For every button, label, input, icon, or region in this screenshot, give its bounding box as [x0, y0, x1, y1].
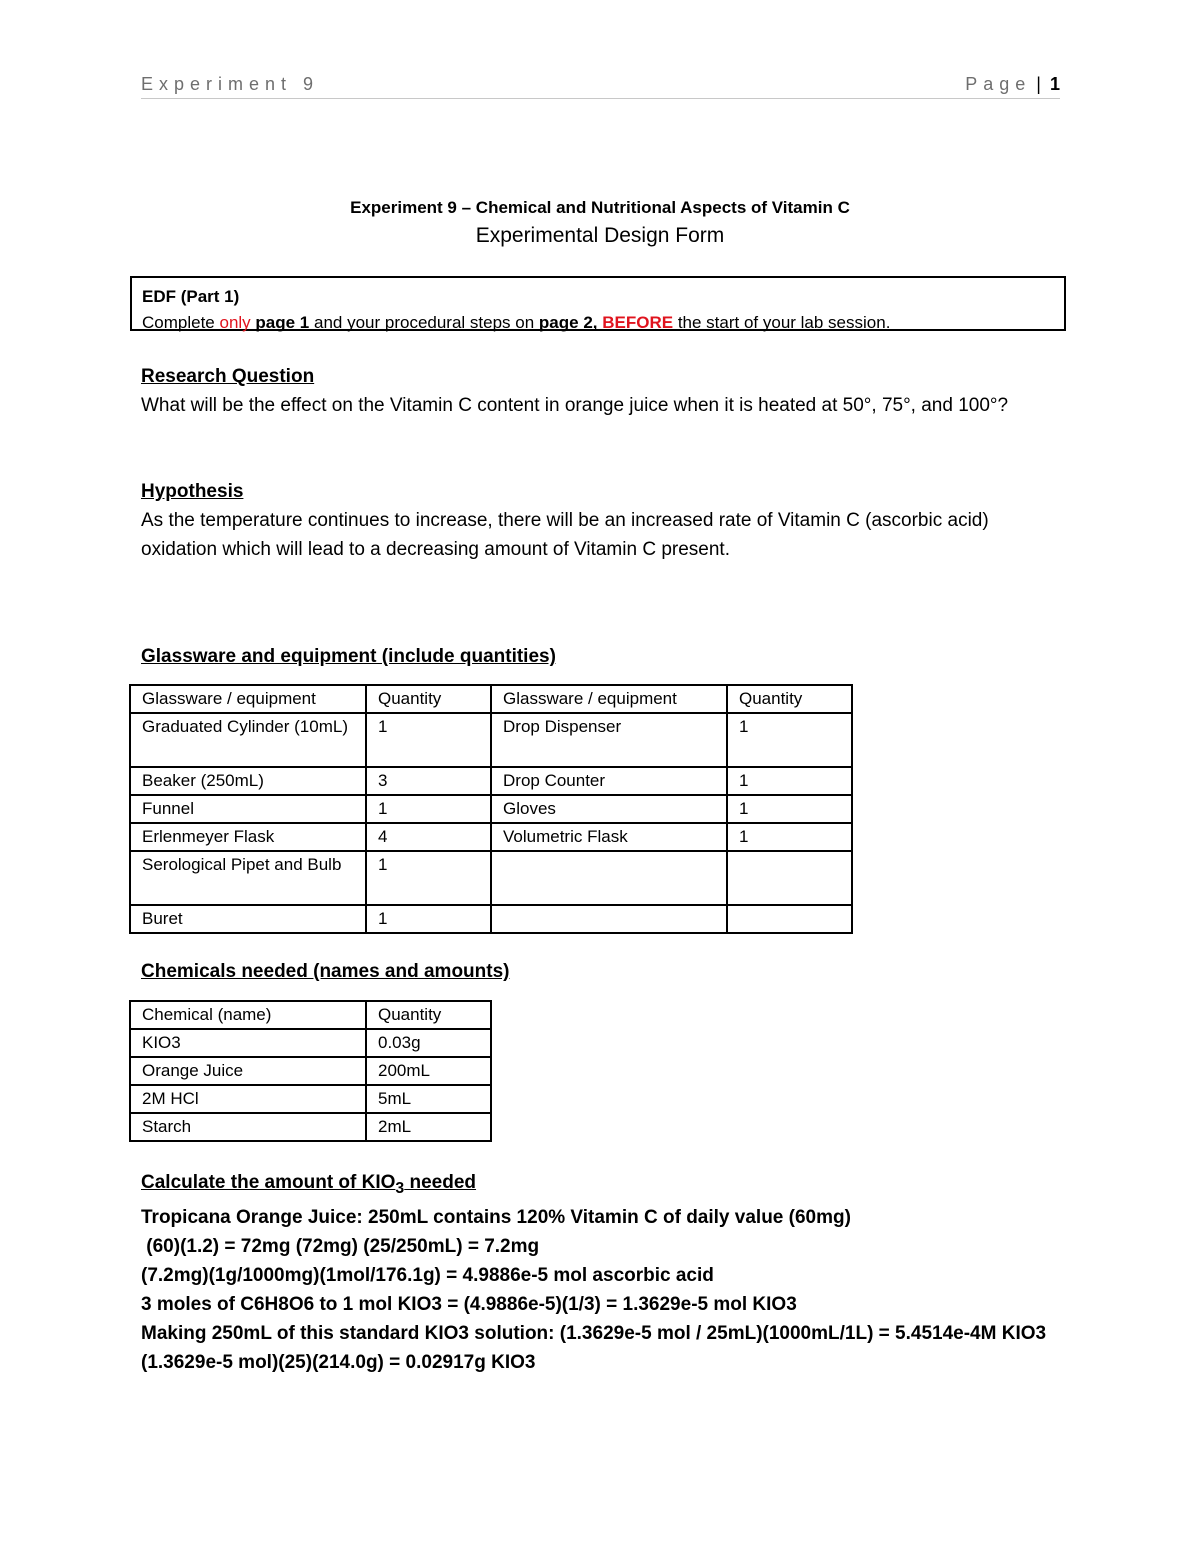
table-cell: 3 [366, 767, 491, 795]
edf-text: Complete [142, 313, 220, 332]
table-cell: 1 [727, 823, 852, 851]
edf-text: the start of your lab session. [673, 313, 891, 332]
research-question-section [141, 362, 1061, 420]
chemicals-heading: Chemicals needed (names and amounts) [141, 961, 510, 982]
table-cell [491, 905, 727, 933]
calculation-heading-text: Calculate the amount of KIO [141, 1172, 396, 1193]
table-cell: 200mL [366, 1057, 491, 1085]
document-subtitle: Experimental Design Form [475, 224, 725, 247]
table-cell: Beaker (250mL) [130, 767, 366, 795]
header-separator: | [1036, 74, 1041, 94]
calculation-heading-text-end: needed [404, 1172, 477, 1193]
table-cell: 2mL [366, 1113, 491, 1141]
table-row [130, 1057, 491, 1085]
table-cell: 2M HCl [130, 1085, 366, 1113]
table-header-row [130, 685, 852, 713]
table-cell: Drop Counter [491, 767, 727, 795]
table-row [130, 1085, 491, 1113]
hypothesis-section [141, 477, 1061, 564]
table-cell: KIO3 [130, 1029, 366, 1057]
table-row [130, 713, 852, 767]
calculation-section [141, 1168, 1071, 1377]
table-cell: Serological Pipet and Bulb [130, 851, 366, 905]
calculation-heading-subscript: 3 [395, 1179, 405, 1197]
edf-instruction-box [130, 276, 1066, 331]
glassware-heading: Glassware and equipment (include quantities) [141, 646, 556, 667]
calculation-line: 3 moles of C6H8O6 to 1 mol KIO3 = (4.9886e-5)(1/3) = 1.3629e-5 mol KIO3 [141, 1293, 797, 1315]
table-header-cell: Quantity [366, 685, 491, 713]
table-row [130, 851, 852, 905]
table-cell: 1 [727, 713, 852, 767]
header-page-num: 1 [1049, 74, 1060, 94]
table-cell: 1 [366, 851, 491, 905]
calculation-line: (7.2mg)(1g/1000mg)(1mol/176.1g) = 4.9886e-5 mol ascorbic acid [141, 1264, 714, 1286]
edf-instruction [142, 310, 1054, 336]
table-header-cell: Quantity [366, 1001, 491, 1029]
table-header-cell: Chemical (name) [130, 1001, 366, 1029]
hypothesis-text: As the temperature continues to increase, there will be an increased rate of Vitamin C (ascorbic acid) oxidation which will lead to a decreasing amount of Vitamin C present. [141, 510, 989, 560]
research-question-heading: Research Question [141, 366, 315, 387]
table-cell: Buret [130, 905, 366, 933]
calculation-line: (1.3629e-5 mol)(25)(214.0g) = 0.02917g KIO3 [141, 1351, 536, 1373]
table-cell: Erlenmeyer Flask [130, 823, 366, 851]
chemicals-table [129, 1000, 492, 1142]
document-title: Experiment 9 – Chemical and Nutritional Aspects of Vitamin C [350, 198, 850, 217]
header-page-label: Page [965, 74, 1032, 94]
glassware-table [129, 684, 853, 934]
table-cell [727, 905, 852, 933]
table-header-row [130, 1001, 491, 1029]
table-row [130, 767, 852, 795]
table-cell: 1 [727, 767, 852, 795]
edf-page2: page 2, [538, 313, 598, 332]
table-cell: Orange Juice [130, 1057, 366, 1085]
table-cell: Funnel [130, 795, 366, 823]
calculation-line: (60)(1.2) = 72mg (72mg) (25/250mL) = 7.2mg [141, 1235, 540, 1257]
table-cell: Starch [130, 1113, 366, 1141]
table-row [130, 905, 852, 933]
edf-text: and your procedural steps on [309, 313, 539, 332]
table-cell: Volumetric Flask [491, 823, 727, 851]
header-page-number [965, 74, 1060, 95]
table-cell: Graduated Cylinder (10mL) [130, 713, 366, 767]
table-cell: Drop Dispenser [491, 713, 727, 767]
table-header-cell: Glassware / equipment [130, 685, 366, 713]
hypothesis-heading: Hypothesis [141, 481, 244, 502]
edf-emphasis-only: only [219, 313, 251, 332]
glassware-section [141, 642, 1061, 671]
table-cell: Gloves [491, 795, 727, 823]
edf-page1: page 1 [250, 313, 310, 332]
table-cell: 5mL [366, 1085, 491, 1113]
table-row [130, 823, 852, 851]
table-header-cell: Glassware / equipment [491, 685, 727, 713]
table-cell: 0.03g [366, 1029, 491, 1057]
edf-heading: EDF (Part 1) [142, 287, 240, 306]
table-cell: 1 [727, 795, 852, 823]
calculation-heading [141, 1168, 1071, 1203]
table-cell [727, 851, 852, 905]
research-question-text: What will be the effect on the Vitamin C content in orange juice when it is heated at 50°, 75°, and 100°? [141, 395, 1009, 416]
chemicals-section [141, 957, 1061, 986]
edf-emphasis-before: BEFORE [602, 313, 674, 332]
table-cell [491, 851, 727, 905]
table-cell: 1 [366, 795, 491, 823]
table-row [130, 1113, 491, 1141]
table-cell: 1 [366, 905, 491, 933]
table-cell: 1 [366, 713, 491, 767]
page-header [141, 72, 1060, 99]
table-row [130, 795, 852, 823]
table-cell: 4 [366, 823, 491, 851]
table-header-cell: Quantity [727, 685, 852, 713]
calculation-line: Making 250mL of this standard KIO3 solution: (1.3629e-5 mol / 25mL)(1000mL/1L) = 5.4514e-4M KIO3 [141, 1322, 1047, 1344]
header-experiment-label: Experiment 9 [141, 74, 320, 94]
calculation-line: Tropicana Orange Juice: 250mL contains 120% Vitamin C of daily value (60mg) [141, 1206, 851, 1228]
table-row [130, 1029, 491, 1057]
